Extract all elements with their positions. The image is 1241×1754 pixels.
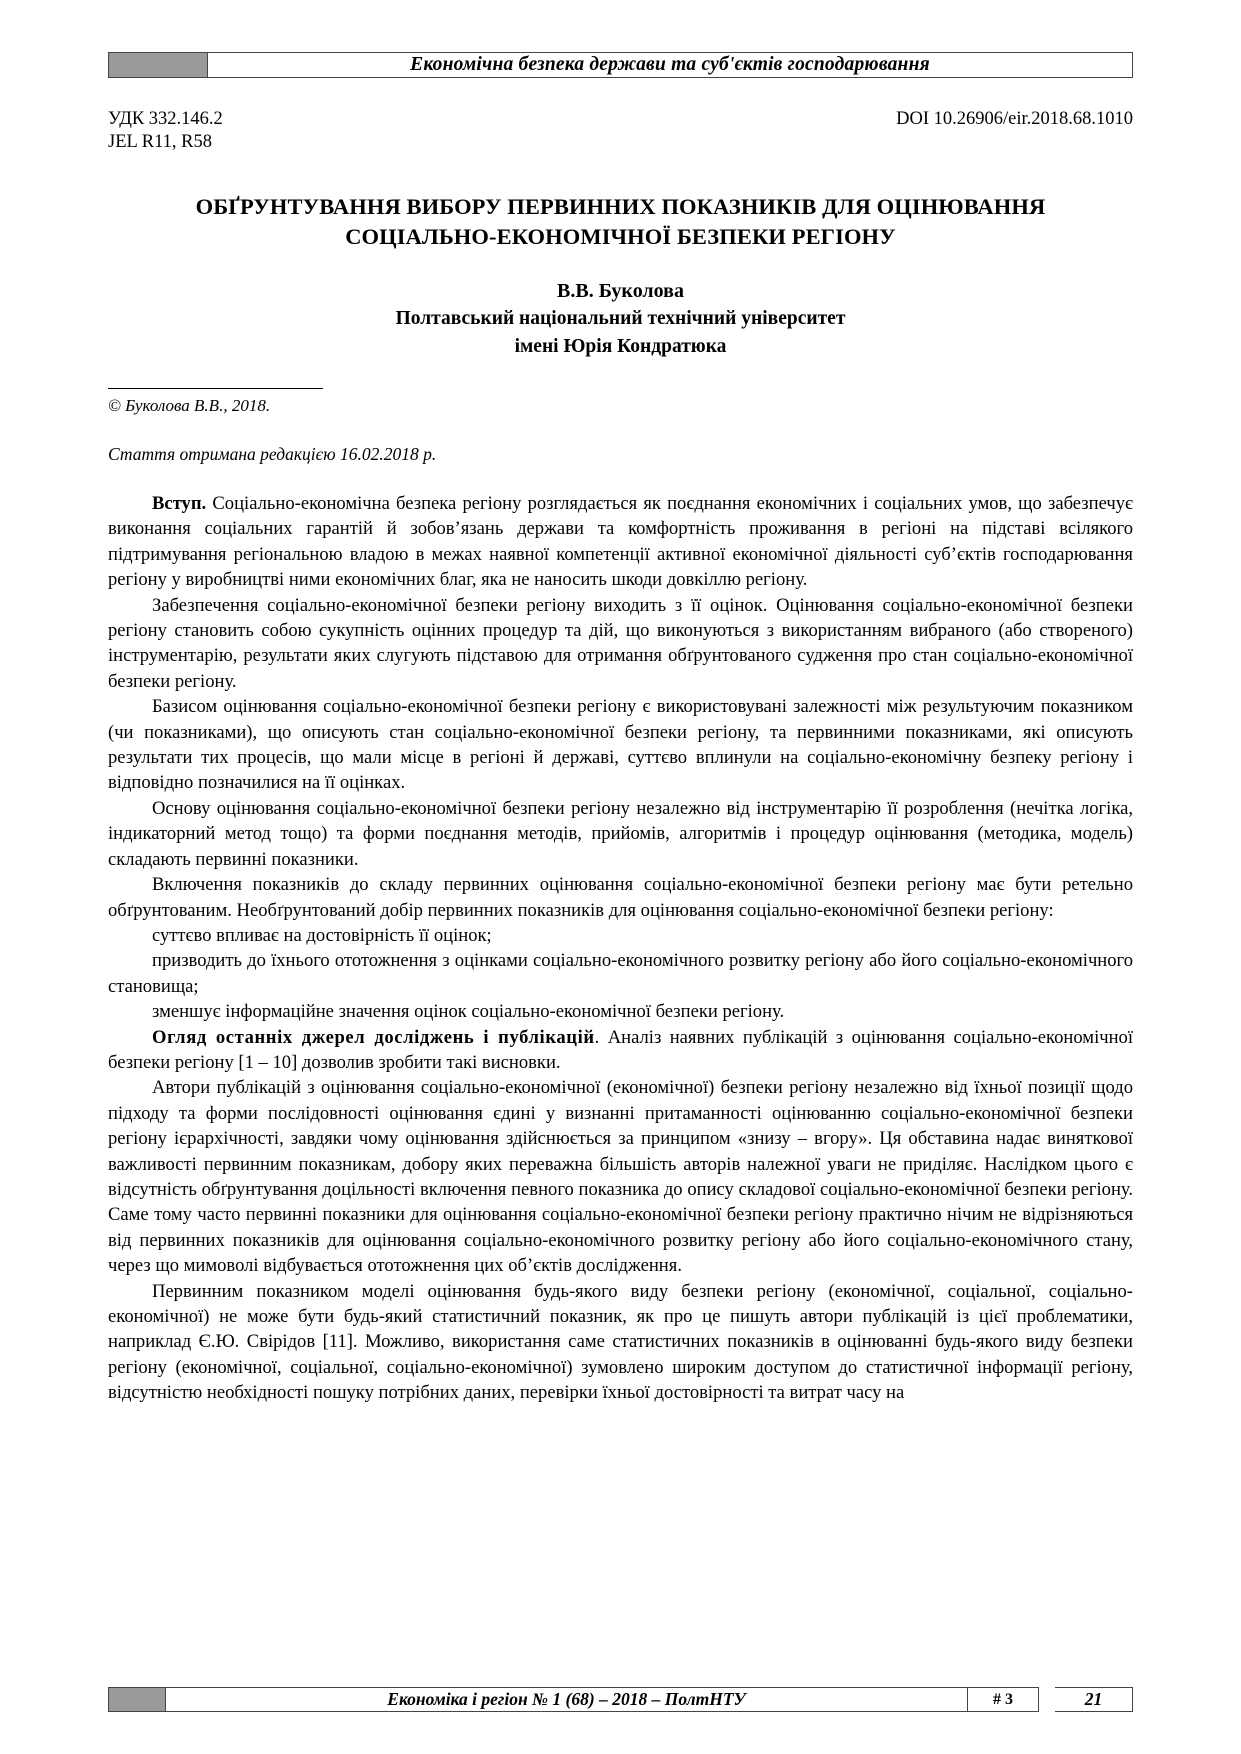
paragraph-2: Забезпечення соціально-економічної безпеки регіону виходить з її оцінок. Оцінювання соціально-економічної безпеки регіону становить собою сукупність оцінних процедур та дій, що виконуються з використанням вибраного (або створеного) інструментарію, результати яких слугують підставою для отримання обґрунтованого судження про стан соціально-економічної безпеки регіону. xyxy=(108,594,1133,692)
paragraph-review xyxy=(108,1025,1133,1076)
author-name: В.В. Буколова xyxy=(557,280,684,302)
affiliation-line-2: імені Юрія Кондратюка xyxy=(514,336,727,357)
affiliation-line-1: Полтавський національний технічний університет xyxy=(395,308,846,329)
article-body xyxy=(108,491,1133,1406)
running-head-title: Економічна безпека держави та суб'єктів господарювання xyxy=(208,52,1133,78)
paragraph-4: Основу оцінювання соціально-економічної безпеки регіону незалежно від інструментарію її розроблення (нечітка логіка, індикаторний метод тощо) та форми поєднання методів, прийомів, алгоритмів і процедур оцінювання (методика, модель) складають первинні показники. xyxy=(108,797,1133,870)
running-head-decoration-bar xyxy=(108,52,208,78)
paragraph-lead-intro: Вступ. xyxy=(152,493,207,514)
page-footer xyxy=(108,1687,1133,1712)
footer-decoration-bar xyxy=(108,1687,166,1712)
list-item-2: призводить до їхнього ототожнення з оцінками соціально-економічного розвитку регіону або його соціально-економічного становища; xyxy=(108,950,1133,997)
copyright-notice: © Буколова В.В., 2018. xyxy=(108,396,271,415)
paragraph-10: Автори публікацій з оцінювання соціально-економічної (економічної) безпеки регіону незалежно від їхньої позиції щодо підходу та форми послідовності оцінювання єдині у визнанні притаманності оцінюванню соціально-економічної безпеки регіону ієрархічності, завдяки чому оцінювання здійснюється за принципом «знизу – вгору». Ця обставина надає виняткової важливості первинним показникам, добору яких переважна більшість авторів належної уваги не приділяє. Наслідком цього є відсутність обґрунтування доцільності включення певного показника до опису складової соціально-економічної безпеки регіону. Саме тому часто первинні показники для оцінювання соціально-економічної безпеки регіону практично нічим не відрізняються від первинних показників для оцінювання соціально-економічного розвитку регіону або його соціально-економічного стану, через що мимоволі відбувається ототожнення цих об’єктів дослідження. xyxy=(108,1077,1133,1277)
page-title: ОБҐРУНТУВАННЯ ВИБОРУ ПЕРВИННИХ ПОКАЗНИКІВ ДЛЯ ОЦІНЮВАННЯ СОЦІАЛЬНО-ЕКОНОМІЧНОЇ БЕЗПЕКИ РЕГІОНУ xyxy=(195,194,1046,249)
udc-code: УДК 332.146.2 xyxy=(108,109,223,129)
received-date: Стаття отримана редакцією 16.02.2018 р. xyxy=(108,444,437,464)
paragraph-11: Первинним показником моделі оцінювання будь-якого виду безпеки регіону (економічної, соціальної, соціально-економічної) не може бути будь-який статистичний показник, як про це пишуть автори публікацій із цієї проблематики, наприклад Є.Ю. Свірідов [11]. Можливо, використання саме статистичних показників в оцінюванні будь-якого виду безпеки регіону (економічної, соціальної, соціально-економічної) зумовлено широким доступом до статистичної інформації регіону, відсутністю необхідності пошуку потрібних даних, перевірки їхньої достовірності та витрат часу на xyxy=(108,1280,1133,1404)
running-head xyxy=(108,52,1133,78)
paragraph-lead-review: Огляд останніх джерел досліджень і публікацій xyxy=(152,1026,595,1048)
paragraph-review-text: . Аналіз наявних публікацій з оцінювання соціально-економічної безпеки регіону [1 – 10] дозволив зробити такі висновки. xyxy=(108,1026,1133,1073)
list-item-3: зменшує інформаційне значення оцінок соціально-економічної безпеки регіону. xyxy=(152,1001,785,1023)
divider xyxy=(108,388,323,389)
udc-jel-block xyxy=(108,108,223,154)
identifier-line xyxy=(108,108,1133,154)
paragraph-intro xyxy=(108,491,1133,593)
footer-journal-title: Економіка і регіон № 1 (68) – 2018 – ПолтНТУ xyxy=(166,1687,967,1712)
paragraph-5: Включення показників до складу первинних оцінювання соціально-економічної безпеки регіону має бути ретельно обґрунтованим. Необґрунтований добір первинних показників для оцінювання соціально-економічної безпеки регіону: xyxy=(108,874,1133,921)
jel-code: JEL R11, R58 xyxy=(108,132,212,152)
footer-spacer xyxy=(1039,1687,1055,1712)
doi-code: DOI 10.26906/eir.2018.68.1010 xyxy=(896,109,1133,129)
footer-page-number: 21 xyxy=(1055,1687,1133,1712)
paragraph-3: Базисом оцінювання соціально-економічної безпеки регіону є використовувані залежності між результуючим показником (чи показниками), що описують стан соціально-економічної безпеки регіону, та первинними показниками, які описують результати тих процесів, що мали місце в регіоні й державі, суттєво вплинули на соціально-економічну безпеку регіону і відповідно позначилися на її оцінках. xyxy=(108,696,1133,794)
footer-issue-mark: # 3 xyxy=(967,1687,1039,1712)
list-item-1: суттєво впливає на достовірність її оцінок; xyxy=(152,924,492,946)
paragraph-intro-text: Соціально-економічна безпека регіону розглядається як поєднання економічних і соціальних умов, що забезпечує виконання соціальних гарантій й зобов’язань держави та комфортність проживання в регіоні на підставі всілякого підтримування регіональною владою в межах наявної компетенції активної економічної діяльності суб’єктів господарювання регіону у виробництві ними економічних благ, яка не наносить шкоди довкіллю регіону. xyxy=(108,493,1133,591)
